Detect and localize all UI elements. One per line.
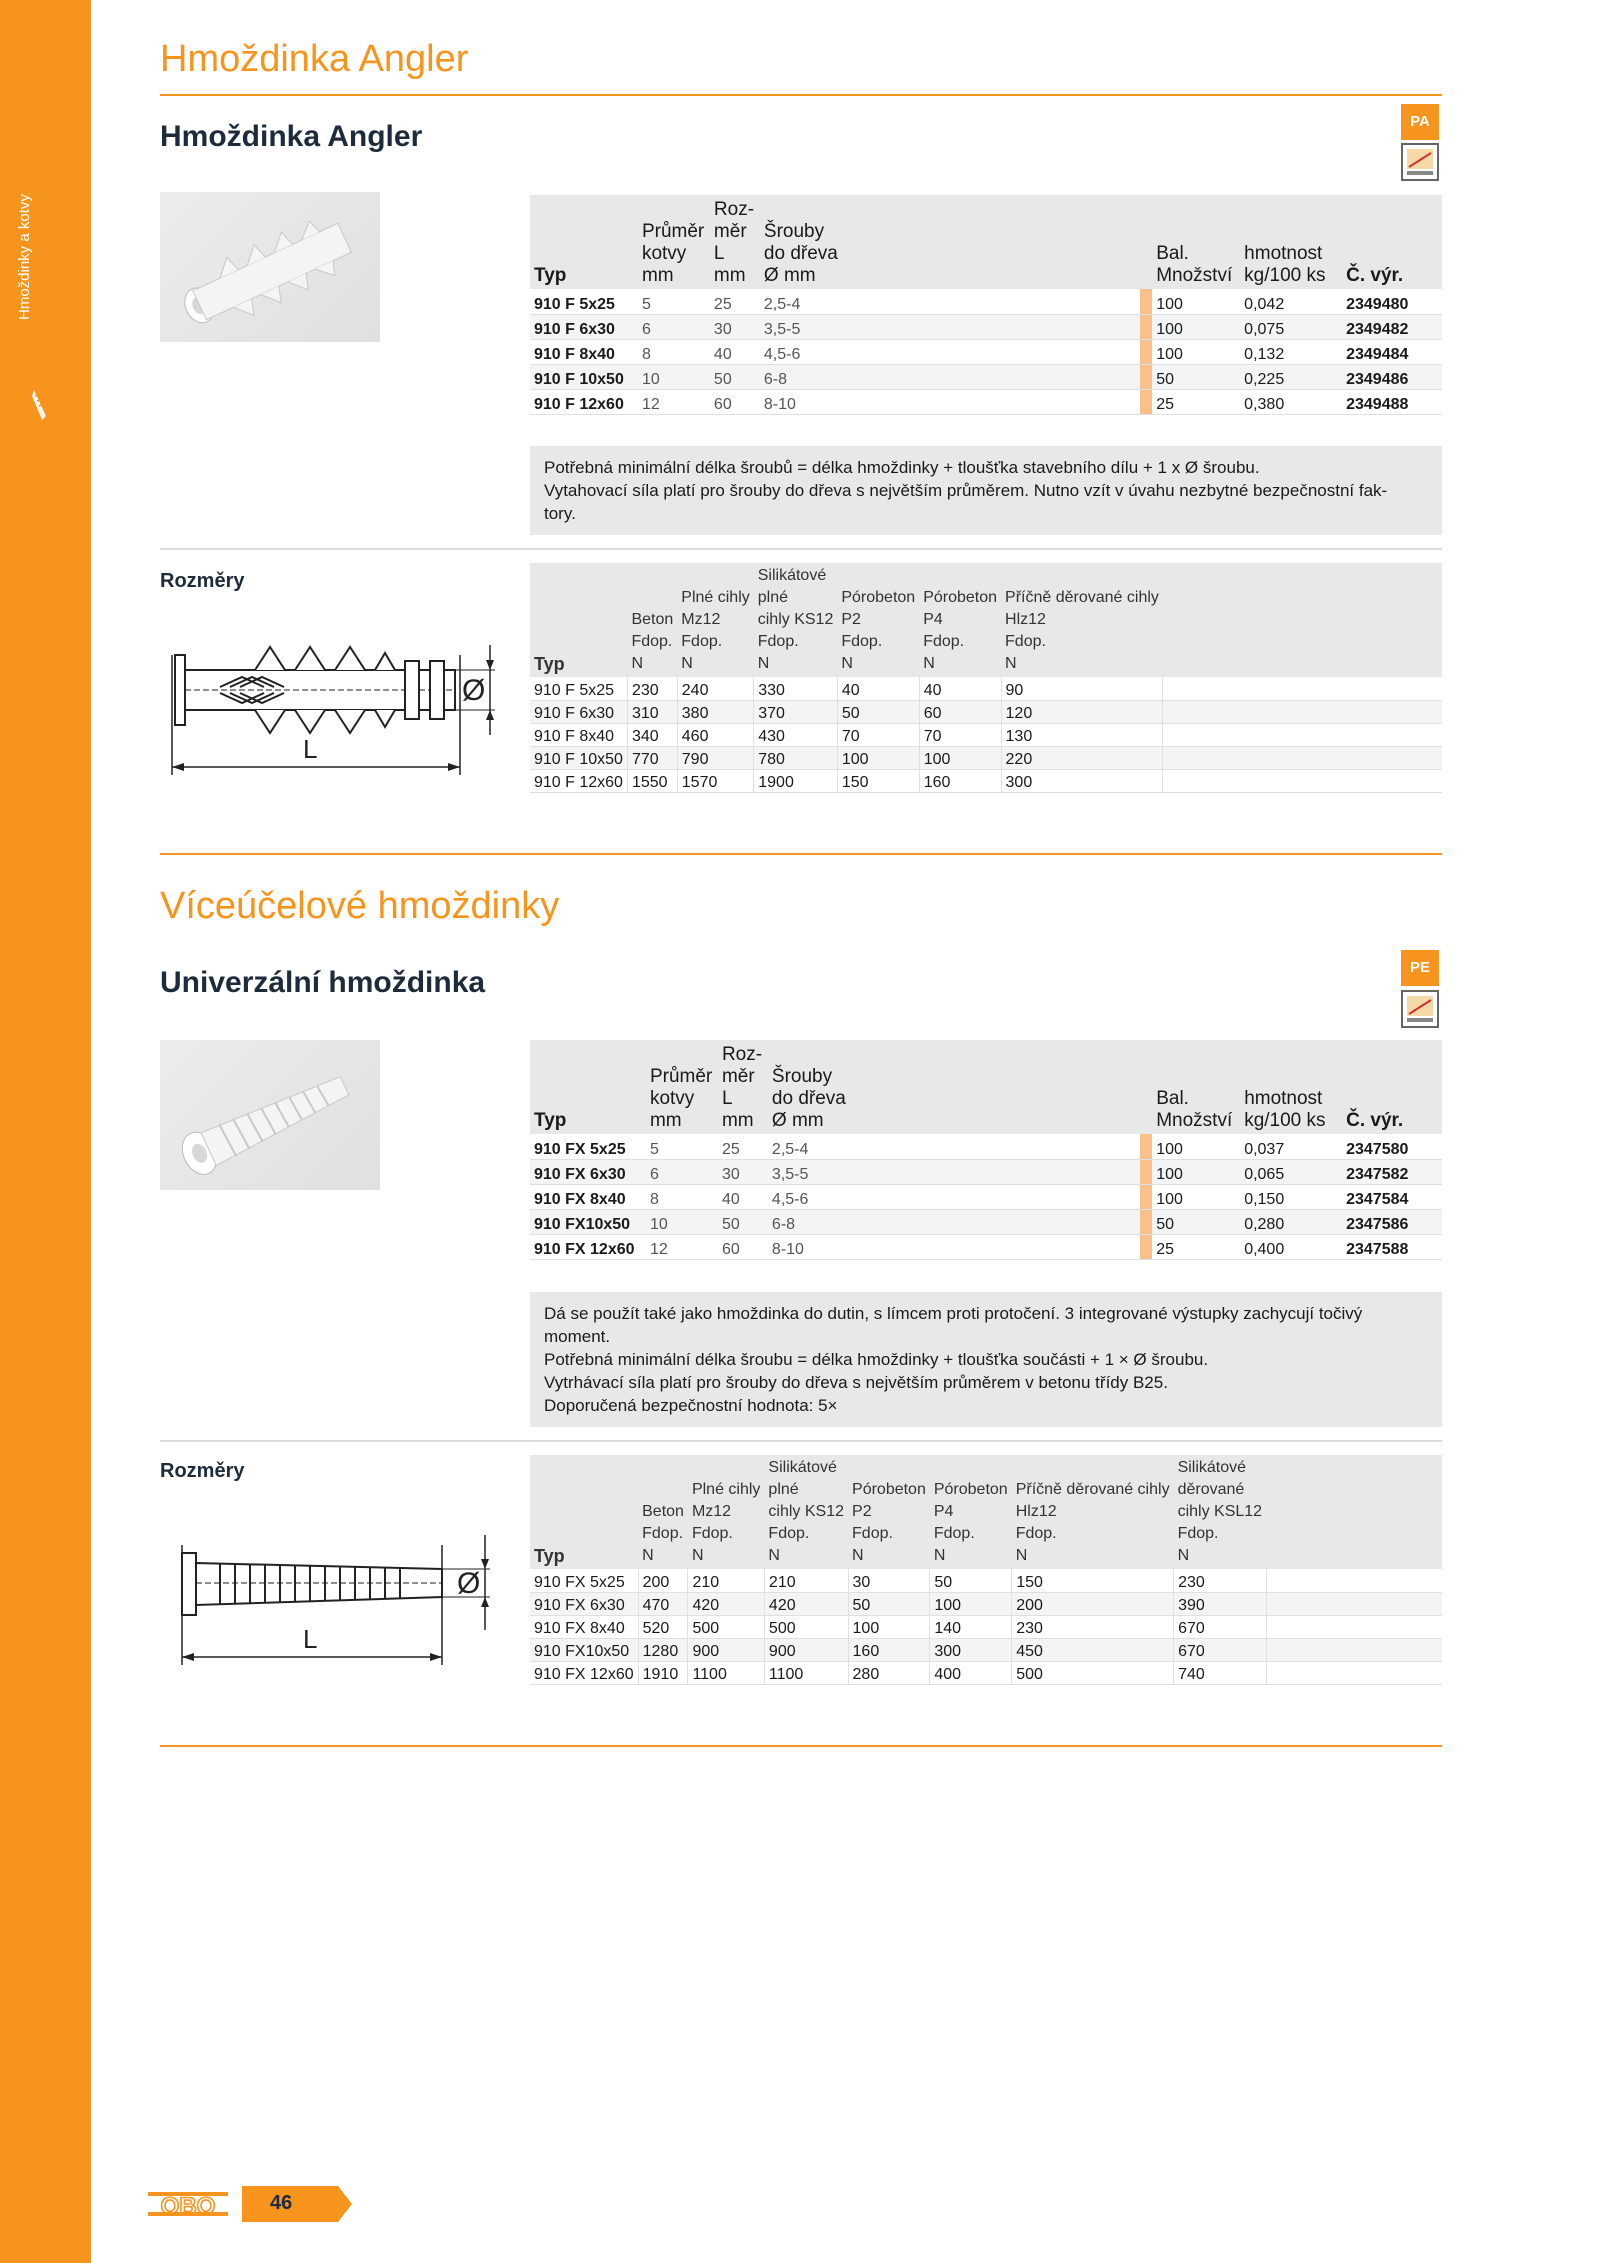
- load-col-header: Příčně děrované cihly Hlz12 Fdop. N: [1001, 563, 1163, 677]
- cell-spacer: [850, 1234, 1140, 1259]
- cell-typ: 910 F 6x30: [530, 314, 638, 339]
- load-cell: 50: [930, 1569, 1012, 1592]
- load-cell: 150: [837, 769, 919, 792]
- load-cell: 40: [837, 677, 919, 700]
- cell-bal: 100: [1152, 1159, 1240, 1184]
- load-cell: 100: [919, 746, 1001, 769]
- load-cell: 340: [627, 723, 677, 746]
- table-row: [530, 723, 1442, 746]
- cell-prumer: 10: [646, 1209, 718, 1234]
- universal-dowel-illustration: [160, 1040, 380, 1190]
- product-image-angler: [160, 192, 380, 342]
- cell-bal: 100: [1152, 1184, 1240, 1209]
- col-rozmer: Roz- měr L mm: [710, 195, 760, 289]
- cell-srouby: 8-10: [760, 389, 842, 414]
- load-cell: 470: [638, 1592, 688, 1615]
- cell-prumer: 6: [638, 314, 710, 339]
- load-cell: 330: [754, 677, 838, 700]
- cell-marker: [1140, 314, 1152, 339]
- load-cell: 70: [837, 723, 919, 746]
- svg-text:OBO: OBO: [160, 2193, 216, 2220]
- divider: [160, 548, 1442, 550]
- load-cell: 500: [1012, 1661, 1174, 1684]
- section-title-angler: Hmoždinka Angler: [160, 38, 469, 80]
- cell-cvyr: 2349486: [1342, 364, 1442, 389]
- cell-marker: [1140, 289, 1152, 314]
- load-cell: 50: [837, 700, 919, 723]
- product-title-universal: Univerzální hmoždinka: [160, 966, 486, 999]
- load-cell: 100: [930, 1592, 1012, 1615]
- spec-table-angler: [530, 195, 1442, 415]
- cell-hmotnost: 0,037: [1240, 1134, 1342, 1159]
- cell-bal: 50: [1152, 364, 1240, 389]
- cell-marker: [1140, 339, 1152, 364]
- cell-spacer: [842, 314, 1140, 339]
- table-row: [530, 314, 1442, 339]
- table-row: [530, 364, 1442, 389]
- cell-cvyr: 2349484: [1342, 339, 1442, 364]
- load-cell: 240: [677, 677, 753, 700]
- dimensions-label: Rozměry: [160, 1460, 245, 1482]
- load-cell: 230: [627, 677, 677, 700]
- table-row: [530, 389, 1442, 414]
- load-cell: 780: [754, 746, 838, 769]
- table-row: [530, 769, 1442, 792]
- load-table-universal: [530, 1455, 1442, 1685]
- cell-cvyr: 2347580: [1342, 1134, 1442, 1159]
- load-col-header: Typ: [530, 1455, 638, 1569]
- cell-rozmer: 30: [710, 314, 760, 339]
- load-cell: 230: [1012, 1615, 1174, 1638]
- cell-cvyr: 2347584: [1342, 1184, 1442, 1209]
- cell-typ: 910 FX 6x30: [530, 1159, 646, 1184]
- product-image-universal: [160, 1040, 380, 1190]
- load-cell: 40: [919, 677, 1001, 700]
- load-col-header: Pórobeton P4 Fdop. N: [930, 1455, 1012, 1569]
- table-row: [530, 1569, 1442, 1592]
- cell-rozmer: 60: [710, 389, 760, 414]
- load-cell: 900: [688, 1638, 764, 1661]
- load-cell: 400: [930, 1661, 1012, 1684]
- load-col-header: Plné cihly Mz12 Fdop. N: [677, 563, 753, 677]
- cell-prumer: 6: [646, 1159, 718, 1184]
- load-cell: 120: [1001, 700, 1163, 723]
- cell-srouby: 2,5-4: [760, 289, 842, 314]
- dimensions-label: Rozměry: [160, 570, 245, 592]
- load-cell: 910 F 8x40: [530, 723, 627, 746]
- cell-cvyr: 2349482: [1342, 314, 1442, 339]
- cell-hmotnost: 0,280: [1240, 1209, 1342, 1234]
- col-rozmer: Roz- měr L mm: [718, 1040, 768, 1134]
- table-row: [530, 746, 1442, 769]
- cell-marker: [1140, 389, 1152, 414]
- dimension-drawing-universal: [160, 1515, 510, 1675]
- spec-table-universal: [530, 1040, 1442, 1260]
- load-cell: 130: [1001, 723, 1163, 746]
- cell-typ: 910 FX 5x25: [530, 1134, 646, 1159]
- cell-hmotnost: 0,380: [1240, 389, 1342, 414]
- load-cell: 210: [688, 1569, 764, 1592]
- load-cell: 1100: [688, 1661, 764, 1684]
- cell-cvyr: 2349488: [1342, 389, 1442, 414]
- note-universal: Dá se použít také jako hmoždinka do dutin, s límcem proti protočení. 3 integrované výstupky zachycují točivý moment. Potřebná minimální délka šroubu = délka hmoždinky + tloušťka součásti + 1 × Ø šroubu. Vytrhávací síla platí pro šrouby do dřeva s největším průměrem v betonu třídy B25. Doporučená bezpečnostní hodnota: 5×: [530, 1292, 1442, 1427]
- table-row: [530, 1234, 1442, 1259]
- load-cell: 370: [754, 700, 838, 723]
- load-cell: 390: [1174, 1592, 1267, 1615]
- cell-bal: 25: [1152, 1234, 1240, 1259]
- load-col-header: Typ: [530, 563, 627, 677]
- cell-rozmer: 25: [710, 289, 760, 314]
- material-badge-pe: PE: [1401, 950, 1439, 986]
- cell-hmotnost: 0,132: [1240, 339, 1342, 364]
- load-cell: 100: [837, 746, 919, 769]
- load-cell: 910 FX 12x60: [530, 1661, 638, 1684]
- load-cell: 220: [1001, 746, 1163, 769]
- cell-spacer: [850, 1134, 1140, 1159]
- col-srouby: Šrouby do dřeva Ø mm: [760, 195, 842, 289]
- cell-rozmer: 60: [718, 1234, 768, 1259]
- sidebar: [0, 0, 91, 2263]
- load-col-header: Pórobeton P2 Fdop. N: [848, 1455, 930, 1569]
- load-cell: 300: [1001, 769, 1163, 792]
- load-cell: 740: [1174, 1661, 1267, 1684]
- divider: [160, 1440, 1442, 1442]
- product-title-angler: Hmoždinka Angler: [160, 120, 423, 153]
- load-cell: 450: [1012, 1638, 1174, 1661]
- load-col-header: Beton Fdop. N: [638, 1455, 688, 1569]
- cell-srouby: 3,5-5: [760, 314, 842, 339]
- page-number-tab: [242, 2186, 352, 2222]
- cell-bal: 25: [1152, 389, 1240, 414]
- load-col-header: Silikátové děrované cihly KSL12 Fdop. N: [1174, 1455, 1267, 1569]
- load-col-header: Pórobeton P2 Fdop. N: [837, 563, 919, 677]
- cell-marker: [1140, 1234, 1152, 1259]
- table-row: [530, 1592, 1442, 1615]
- cell-hmotnost: 0,042: [1240, 289, 1342, 314]
- cell-bal: 50: [1152, 1209, 1240, 1234]
- load-cell: 790: [677, 746, 753, 769]
- cell-hmotnost: 0,225: [1240, 364, 1342, 389]
- dim-diameter-label: Ø: [457, 1567, 481, 1600]
- cell-prumer: 12: [646, 1234, 718, 1259]
- cell-srouby: 4,5-6: [768, 1184, 850, 1209]
- cell-typ: 910 FX 8x40: [530, 1184, 646, 1209]
- cell-cvyr: 2349480: [1342, 289, 1442, 314]
- cell-bal: 100: [1152, 314, 1240, 339]
- cell-spacer: [842, 339, 1140, 364]
- load-cell: 500: [764, 1615, 848, 1638]
- load-cell: 300: [930, 1638, 1012, 1661]
- cell-hmotnost: 0,065: [1240, 1159, 1342, 1184]
- cell-srouby: 2,5-4: [768, 1134, 850, 1159]
- col-hmotnost: hmotnost kg/100 ks: [1240, 195, 1342, 289]
- cell-spacer: [850, 1159, 1140, 1184]
- col-srouby: Šrouby do dřeva Ø mm: [768, 1040, 850, 1134]
- table-row: [530, 677, 1442, 700]
- load-cell: 500: [688, 1615, 764, 1638]
- table-row: [530, 1209, 1442, 1234]
- cell-prumer: 5: [638, 289, 710, 314]
- load-cell: 60: [919, 700, 1001, 723]
- cell-typ: 910 F 8x40: [530, 339, 638, 364]
- load-cell: 1550: [627, 769, 677, 792]
- dim-length-label: L: [303, 1624, 318, 1654]
- load-cell: 200: [1012, 1592, 1174, 1615]
- page-number: 46: [270, 2192, 293, 2214]
- cell-spacer: [850, 1184, 1140, 1209]
- cell-spacer: [842, 364, 1140, 389]
- load-cell: 420: [688, 1592, 764, 1615]
- load-cell: 50: [848, 1592, 930, 1615]
- load-cell: 1100: [764, 1661, 848, 1684]
- cell-cvyr: 2347582: [1342, 1159, 1442, 1184]
- table-row: [530, 1159, 1442, 1184]
- note-angler: Potřebná minimální délka šroubů = délka hmoždinky + tloušťka stavebního dílu + 1 x Ø šroubu. Vytahovací síla platí pro šrouby do dřeva s největším průměrem. Nutno vzít v úvahu nezbytné bezpečnostní fak- tory.: [530, 446, 1442, 535]
- load-cell: 910 FX 6x30: [530, 1592, 638, 1615]
- load-cell: 910 F 12x60: [530, 769, 627, 792]
- load-cell: 280: [848, 1661, 930, 1684]
- load-cell: 910 FX 8x40: [530, 1615, 638, 1638]
- dim-length-label: L: [303, 734, 318, 764]
- cell-bal: 100: [1152, 1134, 1240, 1159]
- table-row: [530, 1638, 1442, 1661]
- load-col-header: Pórobeton P4 Fdop. N: [919, 563, 1001, 677]
- cell-prumer: 12: [638, 389, 710, 414]
- cell-hmotnost: 0,150: [1240, 1184, 1342, 1209]
- cell-prumer: 5: [646, 1134, 718, 1159]
- col-typ: Typ: [530, 1040, 646, 1134]
- cell-hmotnost: 0,400: [1240, 1234, 1342, 1259]
- load-cell: 770: [627, 746, 677, 769]
- cell-srouby: 8-10: [768, 1234, 850, 1259]
- load-cell: 1280: [638, 1638, 688, 1661]
- cell-marker: [1140, 1184, 1152, 1209]
- cell-srouby: 6-8: [768, 1209, 850, 1234]
- col-bal: Bal. Množství: [1152, 1040, 1240, 1134]
- cell-spacer: [850, 1209, 1140, 1234]
- cell-rozmer: 25: [718, 1134, 768, 1159]
- load-cell: 30: [848, 1569, 930, 1592]
- col-cvyr: Č. výr.: [1342, 195, 1442, 289]
- load-cell: 380: [677, 700, 753, 723]
- col-bal: Bal. Množství: [1152, 195, 1240, 289]
- section-divider: [160, 1745, 1442, 1747]
- load-cell: 910 FX 5x25: [530, 1569, 638, 1592]
- load-cell: 910 F 6x30: [530, 700, 627, 723]
- load-col-header: Silikátové plné cihly KS12 Fdop. N: [754, 563, 838, 677]
- section-divider: [160, 94, 1442, 96]
- cell-marker: [1140, 364, 1152, 389]
- load-col-header: Beton Fdop. N: [627, 563, 677, 677]
- table-row: [530, 1184, 1442, 1209]
- load-cell: 670: [1174, 1638, 1267, 1661]
- cell-rozmer: 50: [718, 1209, 768, 1234]
- load-cell: 1910: [638, 1661, 688, 1684]
- cell-prumer: 8: [646, 1184, 718, 1209]
- cell-cvyr: 2347588: [1342, 1234, 1442, 1259]
- table-row: [530, 339, 1442, 364]
- cell-typ: 910 F 12x60: [530, 389, 638, 414]
- angler-dowel-illustration: [160, 192, 380, 342]
- cell-srouby: 6-8: [760, 364, 842, 389]
- certification-icon: [1401, 990, 1439, 1028]
- load-cell: 200: [638, 1569, 688, 1592]
- cell-spacer: [842, 289, 1140, 314]
- load-col-header: Silikátové plné cihly KS12 Fdop. N: [764, 1455, 848, 1569]
- load-cell: 900: [764, 1638, 848, 1661]
- load-cell: 160: [848, 1638, 930, 1661]
- cell-cvyr: 2347586: [1342, 1209, 1442, 1234]
- load-cell: 910 F 10x50: [530, 746, 627, 769]
- obo-logo: [148, 2188, 228, 2220]
- cell-hmotnost: 0,075: [1240, 314, 1342, 339]
- cell-typ: 910 F 5x25: [530, 289, 638, 314]
- load-cell: 1900: [754, 769, 838, 792]
- load-cell: 670: [1174, 1615, 1267, 1638]
- load-cell: 90: [1001, 677, 1163, 700]
- load-cell: 430: [754, 723, 838, 746]
- load-cell: 140: [930, 1615, 1012, 1638]
- load-cell: 420: [764, 1592, 848, 1615]
- cell-rozmer: 40: [718, 1184, 768, 1209]
- section-title-multipurpose: Víceúčelové hmoždinky: [160, 885, 560, 927]
- table-row: [530, 1615, 1442, 1638]
- col-hmotnost: hmotnost kg/100 ks: [1240, 1040, 1342, 1134]
- cell-typ: 910 FX 12x60: [530, 1234, 646, 1259]
- load-cell: 150: [1012, 1569, 1174, 1592]
- dowel-icon: [30, 388, 50, 422]
- cell-marker: [1140, 1159, 1152, 1184]
- section-divider: [160, 853, 1442, 855]
- table-row: [530, 1134, 1442, 1159]
- cell-bal: 100: [1152, 339, 1240, 364]
- load-cell: 520: [638, 1615, 688, 1638]
- load-col-header: Plné cihly Mz12 Fdop. N: [688, 1455, 764, 1569]
- load-cell: 310: [627, 700, 677, 723]
- material-badge-pa: PA: [1401, 104, 1439, 140]
- cell-bal: 100: [1152, 289, 1240, 314]
- load-col-header: Příčně děrované cihly Hlz12 Fdop. N: [1012, 1455, 1174, 1569]
- load-table-angler: [530, 563, 1442, 793]
- dimension-drawing-angler: [160, 625, 510, 785]
- cell-typ: 910 FX10x50: [530, 1209, 646, 1234]
- col-prumer: Průměr kotvy mm: [638, 195, 710, 289]
- cell-marker: [1140, 1209, 1152, 1234]
- cell-typ: 910 F 10x50: [530, 364, 638, 389]
- cell-prumer: 10: [638, 364, 710, 389]
- load-cell: 210: [764, 1569, 848, 1592]
- load-cell: 910 F 5x25: [530, 677, 627, 700]
- cell-marker: [1140, 1134, 1152, 1159]
- dim-diameter-label: Ø: [462, 674, 486, 707]
- cell-srouby: 4,5-6: [760, 339, 842, 364]
- load-cell: 910 FX10x50: [530, 1638, 638, 1661]
- table-row: [530, 700, 1442, 723]
- load-cell: 230: [1174, 1569, 1267, 1592]
- table-row: [530, 289, 1442, 314]
- cell-rozmer: 40: [710, 339, 760, 364]
- cell-srouby: 3,5-5: [768, 1159, 850, 1184]
- cell-rozmer: 50: [710, 364, 760, 389]
- load-cell: 100: [848, 1615, 930, 1638]
- table-row: [530, 1661, 1442, 1684]
- cell-spacer: [842, 389, 1140, 414]
- sidebar-label: Hmoždinky a kotvy: [16, 194, 33, 320]
- load-cell: 1570: [677, 769, 753, 792]
- load-cell: 160: [919, 769, 1001, 792]
- certification-icon: [1401, 143, 1439, 181]
- cell-prumer: 8: [638, 339, 710, 364]
- load-cell: 70: [919, 723, 1001, 746]
- col-prumer: Průměr kotvy mm: [646, 1040, 718, 1134]
- load-cell: 460: [677, 723, 753, 746]
- cell-rozmer: 30: [718, 1159, 768, 1184]
- col-cvyr: Č. výr.: [1342, 1040, 1442, 1134]
- col-typ: Typ: [530, 195, 638, 289]
